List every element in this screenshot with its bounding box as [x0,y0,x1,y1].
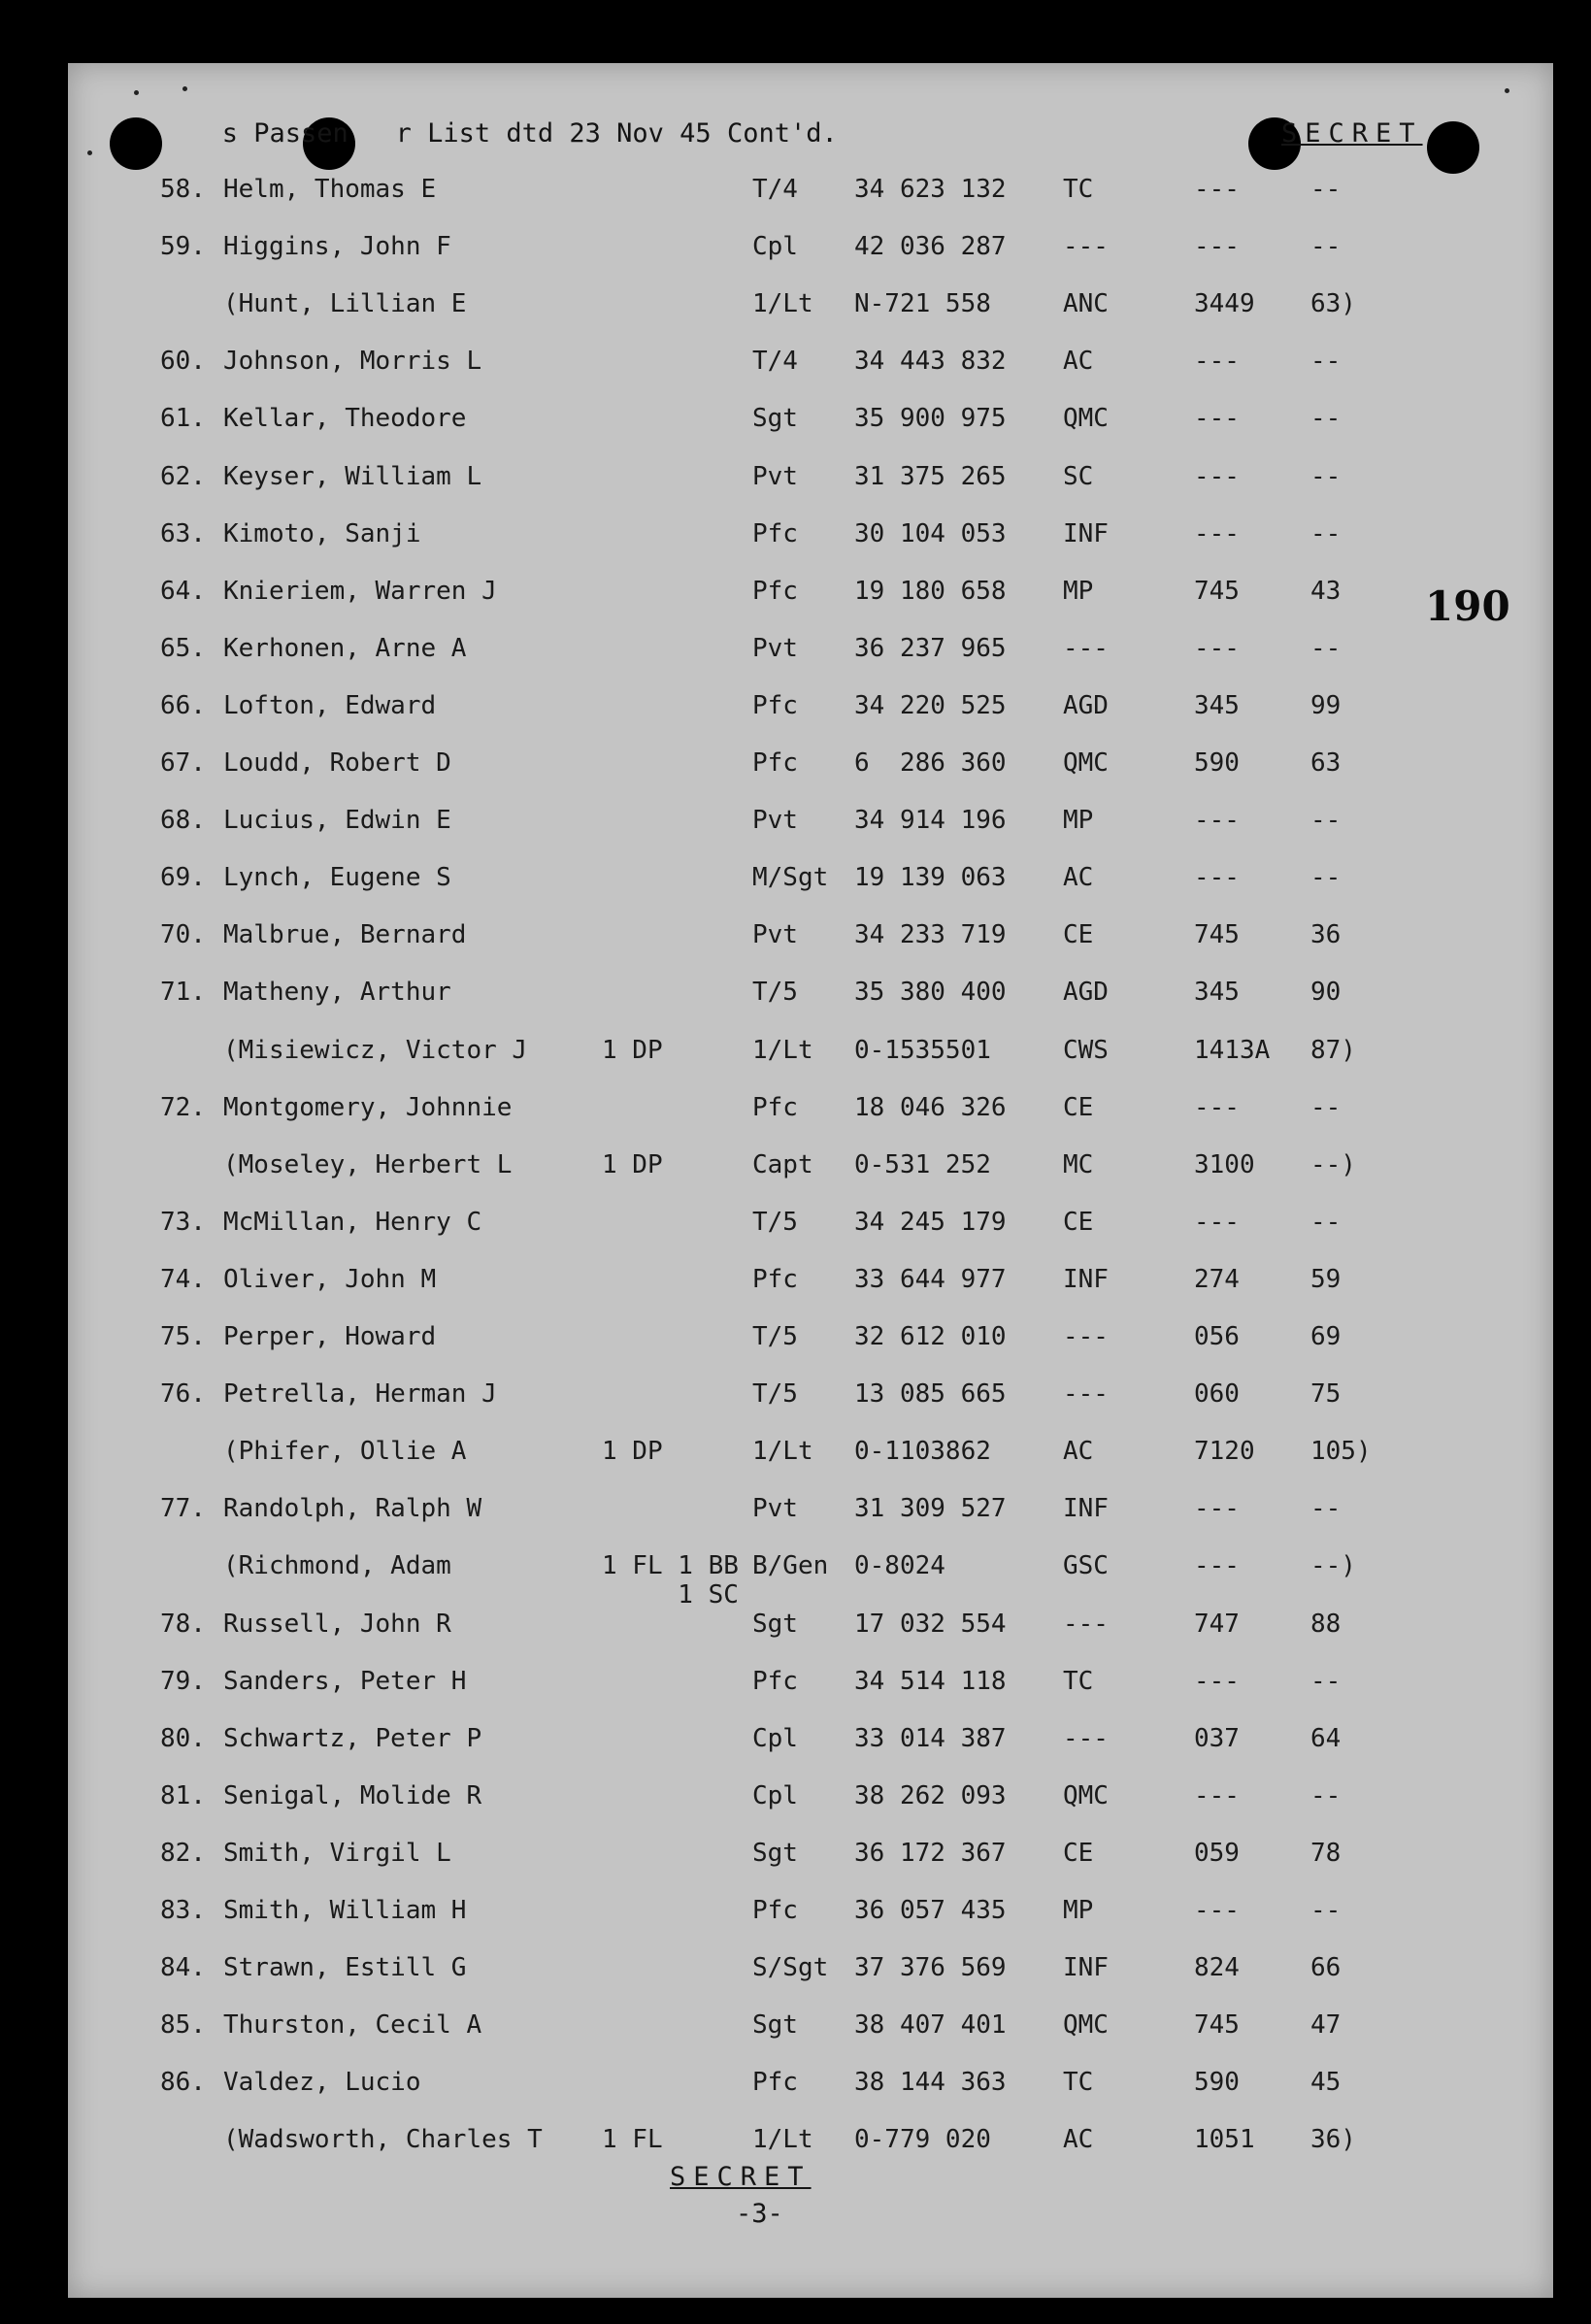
rank: Pfc [752,1264,798,1294]
points: -- [1310,1494,1342,1524]
table-row [68,806,1553,845]
branch: CE [1063,920,1094,950]
mos-code: 3100 [1194,1149,1255,1179]
branch: INF [1063,518,1109,548]
table-row [68,748,1553,787]
points: --) [1310,1551,1356,1581]
branch: QMC [1063,2010,1109,2041]
mos-code: 1051 [1194,2125,1255,2155]
serial-number: 19 139 063 [854,863,1007,893]
row-number: 80. [160,1723,206,1753]
branch: CWS [1063,1035,1109,1065]
passenger-name: Russell, John R [223,1609,451,1639]
page-number: -3- [736,2199,783,2229]
punch-hole [110,117,162,170]
rank: T/5 [752,1207,798,1237]
serial-number: 35 380 400 [854,978,1007,1008]
serial-number: 13 085 665 [854,1379,1007,1410]
mos-code: --- [1194,633,1240,663]
points: 75 [1310,1379,1342,1410]
passenger-name: Perper, Howard [223,1322,437,1351]
row-number: 71. [160,978,206,1008]
row-number: 76. [160,1379,206,1410]
mos-code: 747 [1194,1609,1240,1639]
row-number: 65. [160,633,206,663]
branch: --- [1063,1723,1109,1753]
branch: CE [1063,1207,1094,1237]
passenger-name: Malbrue, Bernard [223,920,467,950]
table-row [68,577,1553,615]
branch: TC [1063,175,1094,204]
serial-number: 34 914 196 [854,806,1007,836]
table-row [68,1724,1553,1763]
table-row [68,2068,1553,2107]
table-row [68,920,1553,959]
rank: 1/Lt [752,1437,813,1467]
table-row [68,863,1553,902]
rank: Pfc [752,576,798,606]
table-row [68,1494,1553,1533]
passenger-name: (Misiewicz, Victor J [223,1035,528,1065]
branch: AGD [1063,978,1109,1008]
rank: Pvt [752,1494,798,1524]
passenger-name: Senigal, Molide R [223,1780,482,1810]
rank: Sgt [752,1609,798,1639]
table-row [68,1093,1553,1132]
passenger-name: (Phifer, Ollie A [223,1437,467,1467]
mos-code: --- [1194,232,1240,262]
row-number: 62. [160,461,206,491]
punch-hole [1427,121,1479,174]
mos-code: 345 [1194,978,1240,1008]
mos-code: 745 [1194,576,1240,606]
mos-code: --- [1194,806,1240,836]
rank: Pvt [752,920,798,950]
serial-number: 34 623 132 [854,175,1007,204]
classification-bottom: SECRET [670,2162,812,2192]
table-row [68,1953,1553,1992]
branch: CE [1063,1838,1094,1868]
branch: --- [1063,1379,1109,1410]
serial-number: 34 220 525 [854,690,1007,720]
row-number: 82. [160,1838,206,1868]
mos-code: 745 [1194,920,1240,950]
rank: 1/Lt [752,1035,813,1065]
rank: T/4 [752,347,798,377]
rank: Sgt [752,404,798,434]
points: 63 [1310,748,1342,778]
serial-number: 0-1103862 [854,1437,991,1467]
serial-number: 34 443 832 [854,347,1007,377]
serial-number: 38 407 401 [854,2010,1007,2041]
mos-code: 059 [1194,1838,1240,1868]
serial-number: 36 237 965 [854,633,1007,663]
rank: Pfc [752,1092,798,1122]
passenger-name: Smith, William H [223,1896,467,1925]
table-row [68,1781,1553,1820]
branch: --- [1063,1322,1109,1351]
serial-number: 32 612 010 [854,1322,1007,1351]
points: 69 [1310,1322,1342,1351]
rank: Sgt [752,1838,798,1868]
serial-number: 35 900 975 [854,404,1007,434]
branch: TC [1063,1666,1094,1696]
serial-number: 38 144 363 [854,2068,1007,2098]
points: -- [1310,863,1342,893]
branch: --- [1063,633,1109,663]
row-number: 75. [160,1322,206,1351]
table-row [68,347,1553,385]
serial-number: 31 309 527 [854,1494,1007,1524]
passenger-name: Kerhonen, Arne A [223,633,467,663]
mos-code: --- [1194,404,1240,434]
points: 64 [1310,1723,1342,1753]
serial-number: 17 032 554 [854,1609,1007,1639]
passenger-name: McMillan, Henry C [223,1207,482,1237]
mos-code: 1413A [1194,1035,1271,1065]
passenger-name: Higgins, John F [223,232,451,262]
table-row [68,1551,1553,1610]
passenger-name: (Moseley, Herbert L [223,1149,513,1179]
points: -- [1310,232,1342,262]
branch: QMC [1063,404,1109,434]
serial-number: 33 014 387 [854,1723,1007,1753]
branch: MP [1063,806,1094,836]
table-row [68,1896,1553,1935]
mos-code: --- [1194,1207,1240,1237]
serial-number: 0-531 252 [854,1149,991,1179]
mos-code: 3449 [1194,289,1255,319]
decoration: 1 DP [602,1035,663,1065]
mos-code: --- [1194,1896,1240,1925]
row-number: 81. [160,1780,206,1810]
serial-number: 42 036 287 [854,232,1007,262]
rank: B/Gen [752,1551,829,1581]
document-page [68,63,1553,2298]
table-row [68,2010,1553,2049]
row-number: 59. [160,232,206,262]
serial-number: 34 233 719 [854,920,1007,950]
row-number: 85. [160,2010,206,2041]
table-row [68,1667,1553,1706]
table-row [68,289,1553,328]
rank: Pfc [752,2068,798,2098]
table-row [68,404,1553,443]
points: -- [1310,404,1342,434]
list-header: s Passen r List dtd 23 Nov 45 Cont'd. [175,118,838,149]
table-row [68,978,1553,1016]
rank: T/5 [752,1322,798,1351]
row-number: 60. [160,347,206,377]
mos-code: 056 [1194,1322,1240,1351]
row-number: 84. [160,1953,206,1983]
points: 59 [1310,1264,1342,1294]
rank: Pfc [752,1896,798,1925]
serial-number: 36 057 435 [854,1896,1007,1925]
serial-number: 0-779 020 [854,2125,991,2155]
points: -- [1310,1780,1342,1810]
rank: Cpl [752,1723,798,1753]
branch: AC [1063,1437,1094,1467]
row-number: 64. [160,576,206,606]
mos-code: 590 [1194,2068,1240,2098]
points: 105) [1310,1437,1372,1467]
points: 47 [1310,2010,1342,2041]
row-number: 66. [160,690,206,720]
mos-code: 745 [1194,2010,1240,2041]
branch: QMC [1063,1780,1109,1810]
points: -- [1310,175,1342,204]
points: -- [1310,1896,1342,1925]
table-row [68,1379,1553,1418]
points: -- [1310,518,1342,548]
passenger-name: Johnson, Morris L [223,347,482,377]
branch: MP [1063,1896,1094,1925]
row-number: 73. [160,1207,206,1237]
rank: Pfc [752,518,798,548]
rank: T/5 [752,978,798,1008]
branch: GSC [1063,1551,1109,1581]
points: -- [1310,1666,1342,1696]
rank: Pvt [752,633,798,663]
passenger-name: Strawn, Estill G [223,1953,467,1983]
mos-code: --- [1194,1494,1240,1524]
passenger-name: Loudd, Robert D [223,748,451,778]
mos-code: --- [1194,863,1240,893]
row-number: 79. [160,1666,206,1696]
row-number: 77. [160,1494,206,1524]
points: -- [1310,1092,1342,1122]
serial-number: 6 286 360 [854,748,1007,778]
passenger-name: Matheny, Arthur [223,978,451,1008]
row-number: 61. [160,404,206,434]
points: -- [1310,347,1342,377]
decoration: 1 DP [602,1149,663,1179]
branch: AC [1063,2125,1094,2155]
passenger-name: (Wadsworth, Charles T [223,2125,543,2155]
row-number: 74. [160,1264,206,1294]
mos-code: 060 [1194,1379,1240,1410]
speck [134,90,139,95]
serial-number: 38 262 093 [854,1780,1007,1810]
row-number: 86. [160,2068,206,2098]
branch: INF [1063,1494,1109,1524]
points: 36) [1310,2125,1356,2155]
table-row [68,175,1553,214]
branch: MC [1063,1149,1094,1179]
points: 87) [1310,1035,1356,1065]
branch: INF [1063,1953,1109,1983]
mos-code: --- [1194,1551,1240,1581]
serial-number: 19 180 658 [854,576,1007,606]
rank: S/Sgt [752,1953,829,1983]
page-stamp: 190 [1425,582,1510,630]
passenger-name: Valdez, Lucio [223,2068,421,2098]
passenger-name: Smith, Virgil L [223,1838,451,1868]
decoration: 1 DP [602,1437,663,1467]
branch: MP [1063,576,1094,606]
branch: TC [1063,2068,1094,2098]
decoration: 1 FL 1 BB 1 SC [602,1551,739,1610]
serial-number: 30 104 053 [854,518,1007,548]
row-number: 83. [160,1896,206,1925]
rank: Pfc [752,748,798,778]
table-row [68,1208,1553,1246]
passenger-name: Petrella, Herman J [223,1379,497,1410]
serial-number: 36 172 367 [854,1838,1007,1868]
points: 43 [1310,576,1342,606]
row-number: 69. [160,863,206,893]
row-number: 58. [160,175,206,204]
mos-code: --- [1194,518,1240,548]
mos-code: 037 [1194,1723,1240,1753]
branch: QMC [1063,748,1109,778]
mos-code: 345 [1194,690,1240,720]
serial-number: N-721 558 [854,289,991,319]
points: 63) [1310,289,1356,319]
serial-number: 0-1535501 [854,1035,991,1065]
mos-code: 590 [1194,748,1240,778]
table-row [68,519,1553,558]
mos-code: --- [1194,1666,1240,1696]
table-row [68,462,1553,501]
table-row [68,1150,1553,1189]
rank: Pvt [752,461,798,491]
passenger-name: Helm, Thomas E [223,175,437,204]
table-row [68,634,1553,673]
table-row [68,1036,1553,1075]
points: -- [1310,461,1342,491]
branch: SC [1063,461,1094,491]
serial-number: 34 514 118 [854,1666,1007,1696]
mos-code: --- [1194,1780,1240,1810]
row-number: 70. [160,920,206,950]
serial-number: 0-8024 [854,1551,945,1581]
rank: 1/Lt [752,2125,813,2155]
rank: T/4 [752,175,798,204]
rank: Pfc [752,690,798,720]
passenger-name: Kimoto, Sanji [223,518,421,548]
mos-code: --- [1194,175,1240,204]
passenger-name: Sanders, Peter H [223,1666,467,1696]
branch: ANC [1063,289,1109,319]
points: --) [1310,1149,1356,1179]
speck [182,86,187,91]
table-row [68,1610,1553,1648]
row-number: 63. [160,518,206,548]
row-number: 67. [160,748,206,778]
rank: M/Sgt [752,863,829,893]
branch: INF [1063,1264,1109,1294]
speck [1505,88,1509,93]
points: 66 [1310,1953,1342,1983]
points: 45 [1310,2068,1342,2098]
mos-code: 824 [1194,1953,1240,1983]
rank: 1/Lt [752,289,813,319]
branch: AC [1063,863,1094,893]
row-number: 68. [160,806,206,836]
table-row [68,232,1553,271]
points: 36 [1310,920,1342,950]
rank: T/5 [752,1379,798,1410]
table-row [68,1265,1553,1304]
passenger-name: Schwartz, Peter P [223,1723,482,1753]
decoration: 1 FL [602,2125,663,2155]
passenger-name: Knieriem, Warren J [223,576,497,606]
branch: CE [1063,1092,1094,1122]
table-row [68,691,1553,730]
passenger-name: Thurston, Cecil A [223,2010,482,2041]
rank: Cpl [752,1780,798,1810]
mos-code: --- [1194,461,1240,491]
rank: Pvt [752,806,798,836]
branch: AC [1063,347,1094,377]
serial-number: 31 375 265 [854,461,1007,491]
points: -- [1310,806,1342,836]
points: -- [1310,1207,1342,1237]
speck [87,150,92,155]
passenger-name: Lofton, Edward [223,690,437,720]
mos-code: 274 [1194,1264,1240,1294]
points: 78 [1310,1838,1342,1868]
passenger-name: Keyser, William L [223,461,482,491]
passenger-name: (Richmond, Adam [223,1551,451,1581]
rank: Pfc [752,1666,798,1696]
passenger-name: (Hunt, Lillian E [223,289,467,319]
passenger-name: Randolph, Ralph W [223,1494,482,1524]
branch: --- [1063,1609,1109,1639]
mos-code: --- [1194,1092,1240,1122]
serial-number: 34 245 179 [854,1207,1007,1237]
rank: Capt [752,1149,813,1179]
mos-code: 7120 [1194,1437,1255,1467]
table-row [68,1322,1553,1361]
points: 90 [1310,978,1342,1008]
passenger-name: Lynch, Eugene S [223,863,451,893]
passenger-name: Lucius, Edwin E [223,806,451,836]
points: 88 [1310,1609,1342,1639]
points: -- [1310,633,1342,663]
row-number: 72. [160,1092,206,1122]
serial-number: 33 644 977 [854,1264,1007,1294]
points: 99 [1310,690,1342,720]
branch: AGD [1063,690,1109,720]
rank: Sgt [752,2010,798,2041]
serial-number: 18 046 326 [854,1092,1007,1122]
passenger-name: Oliver, John M [223,1264,437,1294]
table-row [68,1437,1553,1476]
classification-top: SECRET [1281,118,1423,149]
branch: --- [1063,232,1109,262]
table-row [68,1839,1553,1877]
mos-code: --- [1194,347,1240,377]
row-number: 78. [160,1609,206,1639]
passenger-name: Kellar, Theodore [223,404,467,434]
rank: Cpl [752,232,798,262]
table-row [68,2125,1553,2164]
passenger-name: Montgomery, Johnnie [223,1092,513,1122]
serial-number: 37 376 569 [854,1953,1007,1983]
